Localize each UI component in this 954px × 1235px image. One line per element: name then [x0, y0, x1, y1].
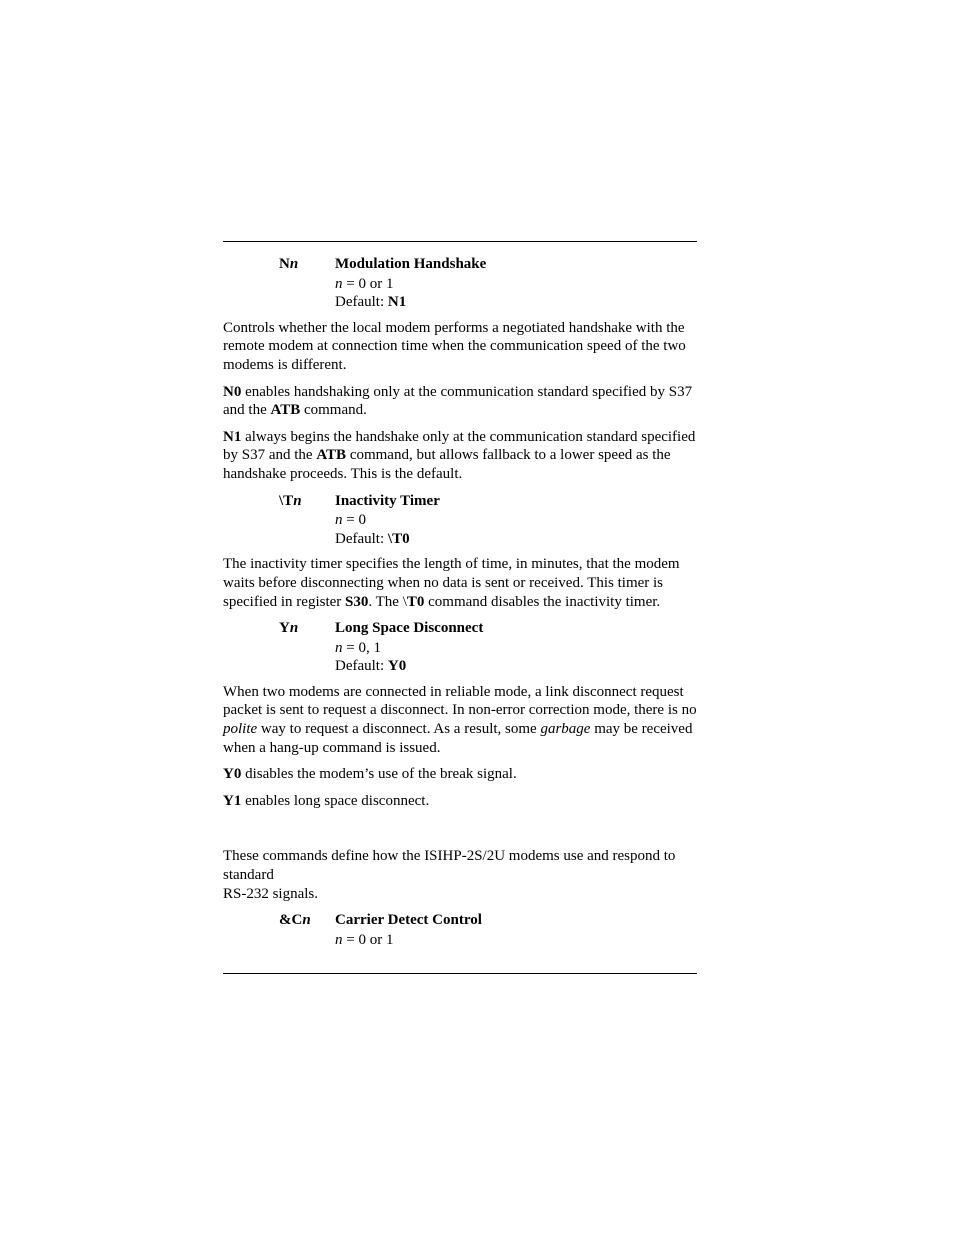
yn-text-2: way to request a disconnect. As a result, some: [257, 721, 541, 738]
n0-atb: ATB: [270, 402, 301, 419]
default-value: \T0: [387, 530, 410, 547]
y0-term: Y0: [223, 766, 242, 783]
command-code-var: n: [289, 256, 299, 272]
n0-text-2: command.: [300, 402, 367, 419]
command-code-var: n: [302, 912, 311, 929]
yn-polite: polite: [223, 721, 258, 738]
command-default: [335, 530, 697, 549]
command-title: Long Space Disconnect: [335, 620, 484, 637]
command-code-var: n: [293, 492, 302, 509]
command-code: [279, 619, 298, 638]
command-title: Modulation Handshake: [335, 256, 487, 272]
command-code-prefix: \T: [279, 492, 294, 509]
top-rule: [223, 241, 697, 242]
yn-text-1: When two modems are connected in reliable mode, a link disconnect request packet is sent to request a disconnect. In non-error correction mode, there is no: [223, 683, 697, 719]
command-range: [335, 931, 697, 950]
rs232-line-1: These commands define how the ISIHP-2S/2U modems use and respond to standard: [223, 848, 676, 884]
y1-term: Y1: [223, 792, 242, 809]
command-code: [279, 911, 311, 930]
y1-text: enables long space disconnect.: [241, 792, 430, 809]
n1-text-2: command, but allows fallback to a lower speed as the handshake proceeds. This is the default.: [223, 447, 671, 482]
tn-text-3: command disables the inactivity timer.: [424, 593, 661, 610]
command-title: Inactivity Timer: [335, 492, 440, 509]
n0-text-1: enables handshaking only at the communication standard specified by S37 and the: [223, 383, 693, 419]
n1-description: [223, 428, 697, 484]
tn-description: [223, 555, 697, 611]
default-label: Default:: [335, 294, 388, 311]
command-code-prefix: &C: [279, 912, 303, 929]
range-text: = 0, 1: [342, 639, 381, 656]
command-code-var: n: [289, 620, 299, 637]
tn-t0: T0: [406, 593, 425, 610]
command-code-prefix: N: [279, 256, 290, 272]
default-label: Default:: [335, 658, 388, 675]
command-default: [335, 293, 697, 312]
command-range: [335, 639, 697, 658]
nn-description: Controls whether the local modem performs a negotiated handshake with the remote modem at connection time when the communication speed of the two modems is different.: [223, 319, 686, 373]
command-code: [279, 255, 298, 274]
tn-s30: S30: [345, 593, 369, 610]
n1-atb: ATB: [316, 447, 347, 464]
command-code: [279, 492, 302, 511]
command-cn: [223, 911, 697, 949]
n1-term: N1: [223, 428, 242, 445]
content-area: [223, 255, 697, 956]
range-text: = 0 or 1: [342, 275, 394, 292]
default-label: Default:: [335, 530, 388, 547]
yn-text-3: may be received when a hang-up command is issued.: [223, 721, 693, 756]
range-var: n: [335, 931, 343, 948]
tn-text-1: The inactivity timer specifies the length of time, in minutes, that the modem waits before disconnecting when no data is sent or received. This timer is specified in register: [223, 556, 680, 610]
section-gap: [223, 818, 697, 847]
n0-description: [223, 383, 697, 420]
rs232-intro: [223, 847, 697, 903]
yn-garbage: garbage: [540, 721, 591, 738]
default-value: N1: [387, 294, 407, 311]
command-nn: [223, 255, 697, 312]
bottom-rule: [223, 973, 697, 974]
y1-description: [223, 792, 697, 811]
range-text: = 0: [342, 512, 366, 529]
tn-text-2: . The \: [368, 593, 407, 610]
command-yn: [223, 619, 697, 676]
command-default: [335, 657, 697, 676]
command-range: [335, 511, 697, 530]
range-text: = 0 or 1: [342, 931, 394, 948]
y0-text: disables the modem’s use of the break signal.: [241, 766, 517, 783]
y0-description: [223, 765, 697, 784]
command-range: [335, 275, 697, 294]
rs232-line-2: RS-232 signals.: [223, 885, 319, 902]
yn-description: [223, 683, 697, 757]
default-value: Y0: [387, 658, 407, 675]
command-code-prefix: Y: [279, 620, 290, 637]
range-var: n: [335, 275, 343, 292]
n1-text-1: always begins the handshake only at the communication standard specified by S37 and the: [223, 428, 696, 464]
n0-term: N0: [223, 383, 242, 400]
command-tn: [223, 492, 697, 549]
range-var: n: [335, 639, 343, 656]
command-title: Carrier Detect Control: [335, 912, 482, 929]
range-var: n: [335, 512, 343, 529]
